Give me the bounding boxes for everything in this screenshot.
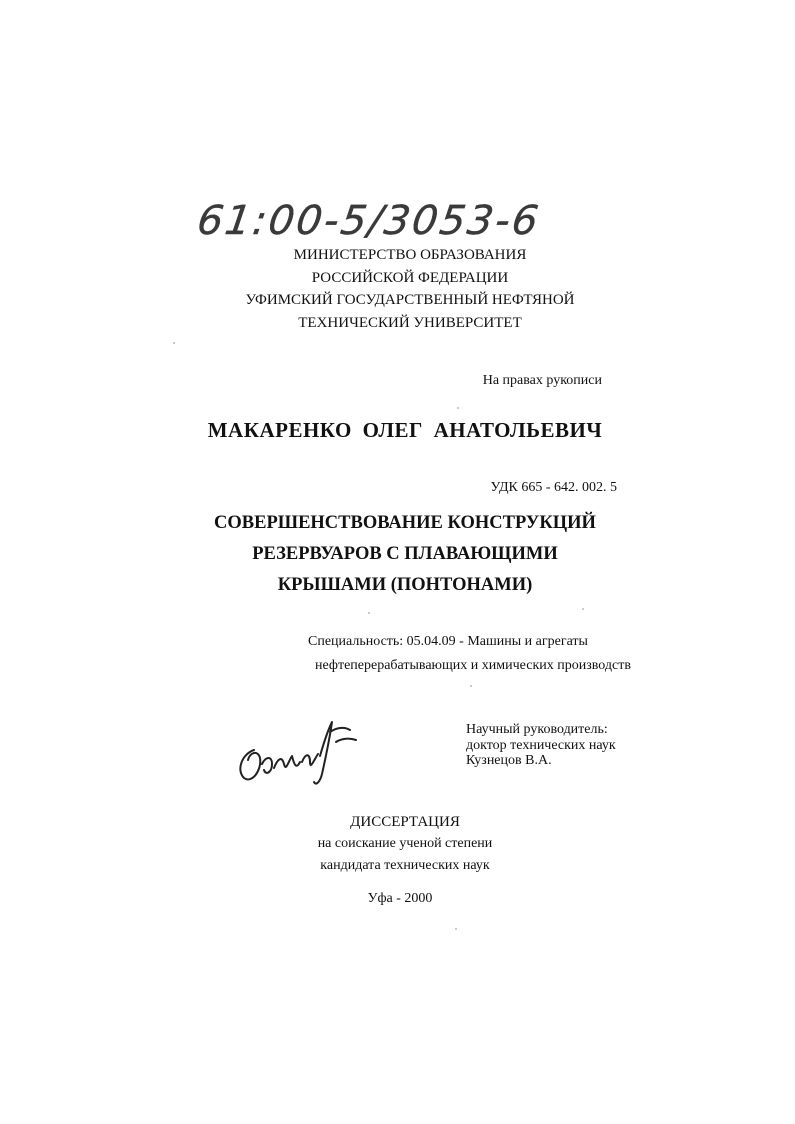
title-line: КРЫШАМИ (ПОНТОНАМИ)	[277, 575, 533, 595]
dissertation-block	[250, 811, 560, 877]
ministry-block	[220, 244, 600, 334]
author-name: МАКАРЕНКО ОЛЕГ АНАТОЛЬЕВИЧ	[207, 418, 603, 442]
specialty-line-2: нефтеперерабатывающих и химических производств	[315, 658, 631, 673]
ministry-line: МИНИСТЕРСТВО ОБРАЗОВАНИЯ	[293, 247, 527, 263]
scan-speck	[582, 608, 584, 610]
city-year: Уфа - 2000	[367, 891, 433, 906]
udk-code: УДК 665 - 642. 002. 5	[490, 480, 617, 495]
scan-speck	[455, 928, 457, 930]
registration-number-text: 61:00-5/3053-6	[194, 198, 541, 244]
title-line: СОВЕРШЕНСТВОВАНИЕ КОНСТРУКЦИЙ	[214, 513, 596, 533]
scan-speck	[368, 612, 370, 614]
dissertation-purpose: на соискание ученой степени	[317, 836, 493, 851]
specialty-block	[308, 630, 648, 678]
handwritten-registration-number	[194, 190, 558, 250]
ministry-line: УФИМСКИЙ ГОСУДАРСТВЕННЫЙ НЕФТЯНОЙ	[245, 292, 575, 308]
specialty-line-1: Специальность: 05.04.09 - Машины и агрегаты	[308, 634, 588, 649]
advisor-degree: доктор технических наук	[466, 737, 616, 753]
dissertation-type: ДИССЕРТАЦИЯ	[350, 814, 460, 830]
advisor-name: Кузнецов В.А.	[466, 753, 552, 768]
scan-speck	[470, 685, 472, 687]
author-signature	[232, 712, 362, 790]
ministry-line: РОССИЙСКОЙ ФЕДЕРАЦИИ	[311, 269, 509, 286]
advisor-block	[466, 722, 666, 769]
scan-speck	[173, 342, 175, 344]
advisor-label: Научный руководитель:	[466, 722, 608, 737]
dissertation-title	[180, 508, 630, 601]
rights-note: На правах рукописи	[482, 373, 602, 388]
title-line: РЕЗЕРВУАРОВ С ПЛАВАЮЩИМИ	[252, 544, 558, 564]
scan-speck	[457, 407, 459, 409]
ministry-line: ТЕХНИЧЕСКИЙ УНИВЕРСИТЕТ	[298, 314, 522, 331]
dissertation-degree: кандидата технических наук	[320, 858, 490, 873]
